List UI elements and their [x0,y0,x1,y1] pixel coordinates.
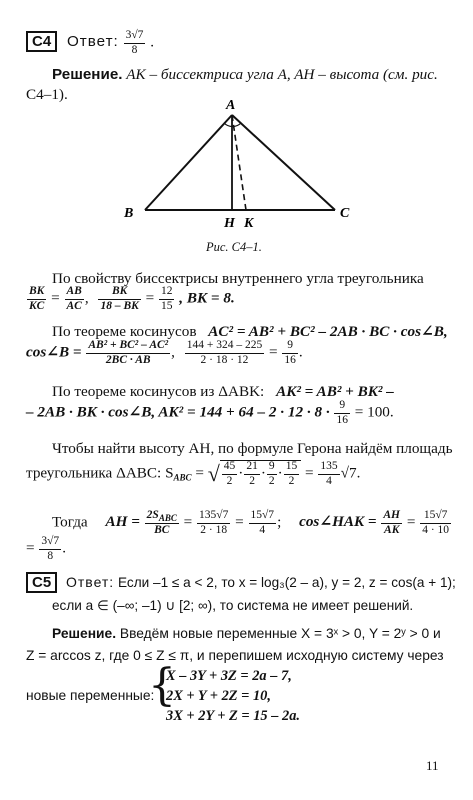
c5-answer-line2: если a ∈ (–∞; –1) ∪ [2; ∞), то система не имеет решений. [52,598,414,613]
heron-line2: треугольника ΔABC: $S_{ABC}$ = √ $\frac{45}{2}$ · $\frac{21}{2}$ · $\frac{9}{2}$ · $\frac{15}{2}$ = $\frac{135}{4}$ √7. [26,460,361,487]
c5-answer-line1: C5 Ответ: Если –1 ≤ a < 2, то x = log₃(2 – a), y = 2, z = cos(a + 1); [26,572,456,593]
heron-line1: Чтобы найти высоту AH, по формуле Герона найдём площадь [52,440,453,457]
abk-line1: По теореме косинусов из ΔABK: AK² = AB² + BK² – [52,383,394,400]
point-h-label: H [224,216,235,231]
c4-answer-fraction: $\frac{3√7}{8}$ [125,29,144,56]
c4-intro-line1: Решение. AK – биссектриса угла A, AH – высота (см. рис. [52,66,438,83]
bisector-text: По свойству биссектрисы внутреннего угла треугольника [52,270,424,287]
c4-header: C4 Ответ: $\frac{3√7}{8}$ . [26,30,154,56]
triangle-figure [120,95,355,240]
c4-intro-line2: C4–1). [26,86,68,103]
point-a-label: A [226,98,236,113]
point-c-label: C [340,206,350,221]
problem-label-c5: C5 [26,572,57,593]
figure-caption: Рис. C4–1. [206,240,262,254]
cos-theorem-line: По теореме косинусов AC² = AB² + BC² – 2AB · BC · cos∠B, [52,323,448,340]
answer-word: Ответ: [66,33,119,51]
c5-solution-line1: Решение. Введём новые переменные X = 3ˣ > 0, Y = 2ʸ > 0 и [52,626,441,641]
problem-label-c4: C4 [26,31,57,52]
bisector-formula: $\frac{BK}{KC}$ = $\frac{AB}{AC}$ , $\frac{BK}{18 - BK}$ = $\frac{12}{15}$ , BK = 8. [29,285,235,312]
abk-line2: – 2AB · BK · cos∠B, AK² = 144 + 64 – 2 · 12 · 8 · $\frac{9}{16}$ = 100. [26,399,394,426]
c5-solution-line3: новые переменные: [26,688,155,703]
point-b-label: B [124,206,134,221]
system-eq-1: X – 3Y + 3Z = 2a – 7, [166,668,292,684]
cosb-formula: cos∠B = $\frac{\text{AB² + BC² – AC²}}{2BC \cdot AB}$ , $\frac{144 + 324 - 225}{2 \cdot 18 \cdot 12}$ = $\frac{9}{16}$ . [26,339,303,366]
page-number: 11 [426,758,439,773]
solution-word: Решение. [52,66,123,83]
system-eq-2: 2X + Y + 2Z = 10, [166,688,271,704]
c5-solution-line2: Z = arccos z, где 0 ≤ Z ≤ π, и перепишем исходную систему через [26,648,444,663]
ah-line: Тогда AH = $\frac{2S_{ABC}}{BC}$ = $\frac{135√7}{2 \cdot 18}$ = $\frac{15√7}{4}$ ; cos∠HAK = $\frac{AH}{AK}$ = $\frac{15√7}{4 \cdot 10}$ [52,509,450,536]
system-eq-3: 3X + 2Y + Z = 15 – 2a. [166,708,300,724]
system-brace: { [148,660,176,711]
point-k-label: K [244,216,254,231]
final-result: = $\frac{3√7}{8}$ . [26,535,66,562]
